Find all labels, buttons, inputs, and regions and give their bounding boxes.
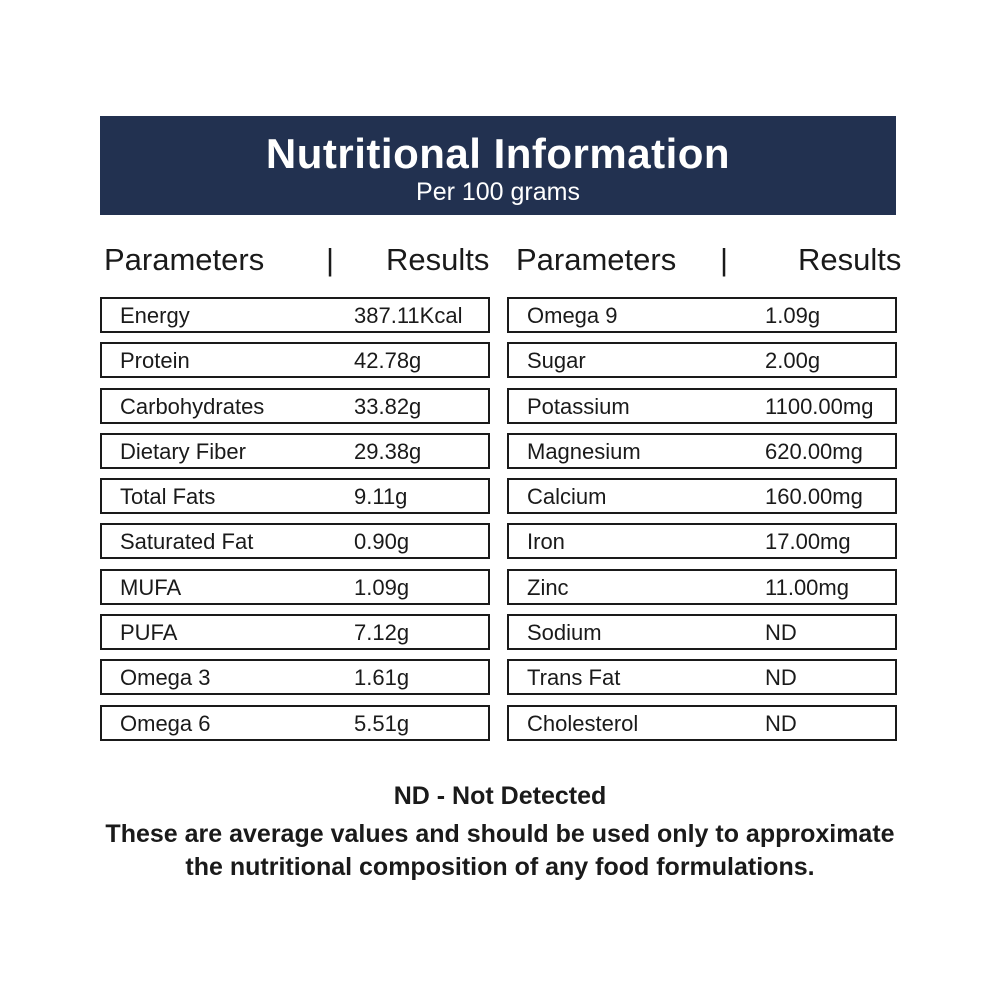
table-row [100,433,490,469]
nutrient-value: 1100.00mg [765,393,874,419]
nd-legend: ND - Not Detected [393,782,607,810]
nutrient-value: 160.00mg [765,484,863,510]
page-title: Nutritional Information [265,130,731,177]
table-row [507,478,897,514]
table-row [100,342,490,378]
results-header: Results [798,242,902,277]
nutrient-name: Protein [120,348,190,374]
table-row [507,659,897,695]
nutrient-value: 2.00g [765,348,821,374]
table-row [100,705,490,741]
nutrient-value: 387.11Kcal [354,303,463,328]
nutrient-value: 11.00mg [765,574,849,600]
nutrient-name: PUFA [120,620,178,646]
table-row [100,659,490,695]
nutrient-name: Zinc [527,574,569,600]
nutrient-value: 5.51g [354,710,410,736]
nutrient-value: 17.00mg [765,529,851,555]
right-nutrient-table [507,297,897,750]
nutrient-name: Trans Fat [527,665,621,691]
nutrient-value: 33.82g [354,393,422,419]
parameters-header: Parameters [104,242,265,277]
table-row [507,705,897,741]
nutrient-value: 9.11g [354,484,408,510]
nutrient-name: Magnesium [527,438,641,464]
disclaimer-line: the nutritional composition of any food formulations. [185,853,815,881]
nutrient-value: 7.12g [354,620,410,646]
header-separator: | [326,242,335,277]
header-separator: | [720,242,729,277]
table-row [100,523,490,559]
nutrient-name: Energy [120,303,190,328]
disclaimer [0,818,1000,884]
nutrient-name: Omega 6 [120,710,211,736]
title-banner [100,116,896,215]
table-row [507,297,897,333]
nutrient-value: 620.00mg [765,438,863,464]
table-row [507,569,897,605]
nutrient-name: Carbohydrates [120,393,265,419]
nutrient-name: Saturated Fat [120,529,254,555]
nutrient-value: 1.09g [354,574,410,600]
nutrient-name: Sugar [527,348,586,374]
nutrient-value: 1.09g [765,303,821,328]
nutrient-name: Total Fats [120,484,216,510]
nutrient-value: 42.78g [354,348,422,374]
nutrient-name: Cholesterol [527,710,639,736]
table-row [507,523,897,559]
nutrient-name: Omega 3 [120,665,211,691]
table-row [100,569,490,605]
table-row [507,614,897,650]
nutrient-name: Dietary Fiber [120,438,246,464]
table-row [100,478,490,514]
table-row [507,433,897,469]
nutrient-name: MUFA [120,574,182,600]
nutrient-value: ND [765,620,797,646]
table-row [507,388,897,424]
table-row [100,614,490,650]
nutrient-value: ND [765,710,797,736]
table-row [507,342,897,378]
results-header: Results [386,242,490,277]
nutrient-name: Iron [527,529,565,555]
parameters-header: Parameters [516,242,677,277]
left-nutrient-table [100,297,490,750]
nutrient-value: 1.61g [354,665,410,691]
nutrient-name: Potassium [527,393,630,419]
right-column-header [516,240,906,280]
nutrient-value: 0.90g [354,529,410,555]
left-column-header [104,240,494,280]
disclaimer-line: These are average values and should be used only to approximate [105,820,895,848]
table-row [100,388,490,424]
nutrient-name: Calcium [527,484,607,510]
nutrient-value: 29.38g [354,438,422,464]
page-subtitle: Per 100 grams [416,178,580,206]
nutrient-value: ND [765,665,797,691]
nutrient-name: Sodium [527,620,602,646]
nutrient-name: Omega 9 [527,303,618,328]
table-row [100,297,490,333]
